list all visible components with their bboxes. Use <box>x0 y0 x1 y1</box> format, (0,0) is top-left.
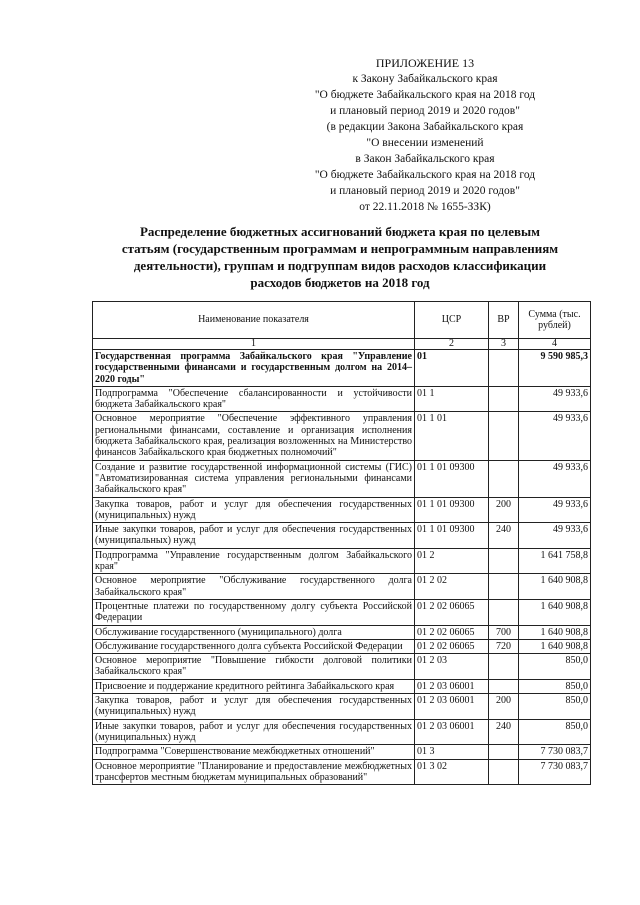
cell-csr: 01 <box>415 350 489 387</box>
table-row <box>93 523 591 549</box>
col-number: 2 <box>415 339 489 350</box>
cell-csr: 01 1 01 09300 <box>415 523 489 549</box>
appendix-line: "О бюджете Забайкальского края на 2018 год <box>314 89 536 101</box>
appendix-header <box>300 55 550 215</box>
col-number: 1 <box>93 339 415 350</box>
cell-name: Обслуживание государственного (муниципального) долга <box>93 625 415 639</box>
cell-vr: 200 <box>489 497 519 523</box>
cell-csr: 01 2 03 <box>415 654 489 680</box>
cell-sum: 7 730 083,7 <box>519 759 591 785</box>
cell-sum: 850,0 <box>519 654 591 680</box>
appendix-line: и плановый период 2019 и 2020 годов" <box>330 185 520 197</box>
cell-sum: 1 640 908,8 <box>519 574 591 600</box>
cell-csr: 01 3 02 <box>415 759 489 785</box>
title-line: расходов бюджетов на 2018 год <box>250 275 430 290</box>
table-row <box>93 350 591 387</box>
cell-csr: 01 2 02 <box>415 574 489 600</box>
cell-csr: 01 1 01 09300 <box>415 460 489 497</box>
appendix-line: "О бюджете Забайкальского края на 2018 год <box>314 169 536 181</box>
cell-name: Создание и развитие государственной информационной системы (ГИС) "Автоматизированная система управления региональными финансами Забайкальского края" <box>93 460 415 497</box>
table-row <box>93 745 591 759</box>
cell-sum: 9 590 985,3 <box>519 350 591 387</box>
appendix-heading: ПРИЛОЖЕНИЕ 13 <box>375 56 475 70</box>
cell-csr: 01 1 01 09300 <box>415 497 489 523</box>
cell-vr <box>489 679 519 693</box>
budget-table <box>92 301 591 785</box>
header-vr: ВР <box>489 302 519 339</box>
cell-name: Иные закупки товаров, работ и услуг для обеспечения государственных (муниципальных) нужд <box>93 719 415 745</box>
cell-csr: 01 2 03 06001 <box>415 679 489 693</box>
cell-csr: 01 2 03 06001 <box>415 694 489 720</box>
cell-csr: 01 2 <box>415 548 489 574</box>
cell-name: Подпрограмма "Обеспечение сбалансированности и устойчивости бюджета Забайкальского края" <box>93 386 415 412</box>
cell-name: Подпрограмма "Управление государственным долгом Забайкальского края" <box>93 548 415 574</box>
cell-sum: 850,0 <box>519 694 591 720</box>
cell-sum: 850,0 <box>519 679 591 693</box>
table-row <box>93 694 591 720</box>
cell-csr: 01 1 <box>415 386 489 412</box>
cell-vr: 720 <box>489 639 519 653</box>
cell-csr: 01 2 03 06001 <box>415 719 489 745</box>
appendix-line: в Закон Забайкальского края <box>355 153 495 165</box>
appendix-line: от 22.11.2018 № 1655-ЗЗК) <box>359 201 491 213</box>
table-body <box>93 350 591 785</box>
col-number: 3 <box>489 339 519 350</box>
table-row <box>93 625 591 639</box>
appendix-line: "О внесении изменений <box>366 137 484 149</box>
cell-vr <box>489 759 519 785</box>
cell-name: Закупка товаров, работ и услуг для обеспечения государственных (муниципальных) нужд <box>93 694 415 720</box>
cell-csr: 01 2 02 06065 <box>415 625 489 639</box>
col-number: 4 <box>519 339 591 350</box>
cell-name: Основное мероприятие "Планирование и предоставление межбюджетных трансфертов местным бюджетам муниципальных образований" <box>93 759 415 785</box>
table-row <box>93 599 591 625</box>
document-title <box>110 223 570 291</box>
column-number-row <box>93 339 591 350</box>
cell-name: Иные закупки товаров, работ и услуг для обеспечения государственных (муниципальных) нужд <box>93 523 415 549</box>
cell-sum: 1 640 908,8 <box>519 639 591 653</box>
cell-sum: 49 933,6 <box>519 412 591 460</box>
cell-name: Присвоение и поддержание кредитного рейтинга Забайкальского края <box>93 679 415 693</box>
cell-sum: 49 933,6 <box>519 460 591 497</box>
cell-name: Закупка товаров, работ и услуг для обеспечения государственных (муниципальных) нужд <box>93 497 415 523</box>
cell-vr <box>489 412 519 460</box>
table-row <box>93 574 591 600</box>
table-row <box>93 548 591 574</box>
table-row <box>93 497 591 523</box>
cell-vr: 200 <box>489 694 519 720</box>
cell-vr: 240 <box>489 719 519 745</box>
cell-vr <box>489 548 519 574</box>
cell-csr: 01 3 <box>415 745 489 759</box>
cell-name: Основное мероприятие "Повышение гибкости долговой политики Забайкальского края" <box>93 654 415 680</box>
cell-vr <box>489 599 519 625</box>
cell-sum: 1 641 758,8 <box>519 548 591 574</box>
cell-vr <box>489 654 519 680</box>
cell-vr <box>489 574 519 600</box>
appendix-line: и плановый период 2019 и 2020 годов" <box>330 105 520 117</box>
title-line: статьям (государственным программам и непрограммным направлениям <box>121 241 559 256</box>
cell-name: Обслуживание государственного долга субъекта Российской Федерации <box>93 639 415 653</box>
table-header-row <box>93 302 591 339</box>
table-row <box>93 639 591 653</box>
cell-csr: 01 1 01 <box>415 412 489 460</box>
cell-vr <box>489 745 519 759</box>
table-row <box>93 654 591 680</box>
appendix-line: (в редакции Закона Забайкальского края <box>326 121 524 133</box>
header-csr: ЦСР <box>415 302 489 339</box>
cell-vr <box>489 386 519 412</box>
cell-csr: 01 2 02 06065 <box>415 599 489 625</box>
table-row <box>93 679 591 693</box>
cell-name: Государственная программа Забайкальского края "Управление государственными финансами и государственным долгом на 2014–2020 годы" <box>93 350 415 387</box>
cell-sum: 49 933,6 <box>519 386 591 412</box>
title-line: Распределение бюджетных ассигнований бюджета края по целевым <box>139 224 541 239</box>
cell-vr <box>489 460 519 497</box>
header-name: Наименование показателя <box>93 302 415 339</box>
cell-sum: 49 933,6 <box>519 497 591 523</box>
table-row <box>93 412 591 460</box>
cell-vr <box>489 350 519 387</box>
title-line: деятельности), группам и подгруппам видов расходов классификации <box>133 258 547 273</box>
cell-sum: 1 640 908,8 <box>519 599 591 625</box>
cell-sum: 850,0 <box>519 719 591 745</box>
cell-vr: 700 <box>489 625 519 639</box>
header-sum: Сумма (тыс. рублей) <box>519 302 591 339</box>
table-row <box>93 386 591 412</box>
cell-name: Основное мероприятие "Обслуживание государственного долга Забайкальского края" <box>93 574 415 600</box>
cell-name: Подпрограмма "Совершенствование межбюджетных отношений" <box>93 745 415 759</box>
cell-sum: 7 730 083,7 <box>519 745 591 759</box>
cell-vr: 240 <box>489 523 519 549</box>
cell-name: Основное мероприятие "Обеспечение эффективного управления региональными финансами, составление и организация исполнения бюджета Забайкальского края, реализация возложенных на Министерство финансов Забайкальского края бюджетных полномочий" <box>93 412 415 460</box>
cell-name: Процентные платежи по государственному долгу субъекта Российской Федерации <box>93 599 415 625</box>
cell-sum: 49 933,6 <box>519 523 591 549</box>
cell-sum: 1 640 908,8 <box>519 625 591 639</box>
table-row <box>93 759 591 785</box>
cell-csr: 01 2 02 06065 <box>415 639 489 653</box>
appendix-line: к Закону Забайкальского края <box>352 73 498 85</box>
table-row <box>93 460 591 497</box>
table-row <box>93 719 591 745</box>
